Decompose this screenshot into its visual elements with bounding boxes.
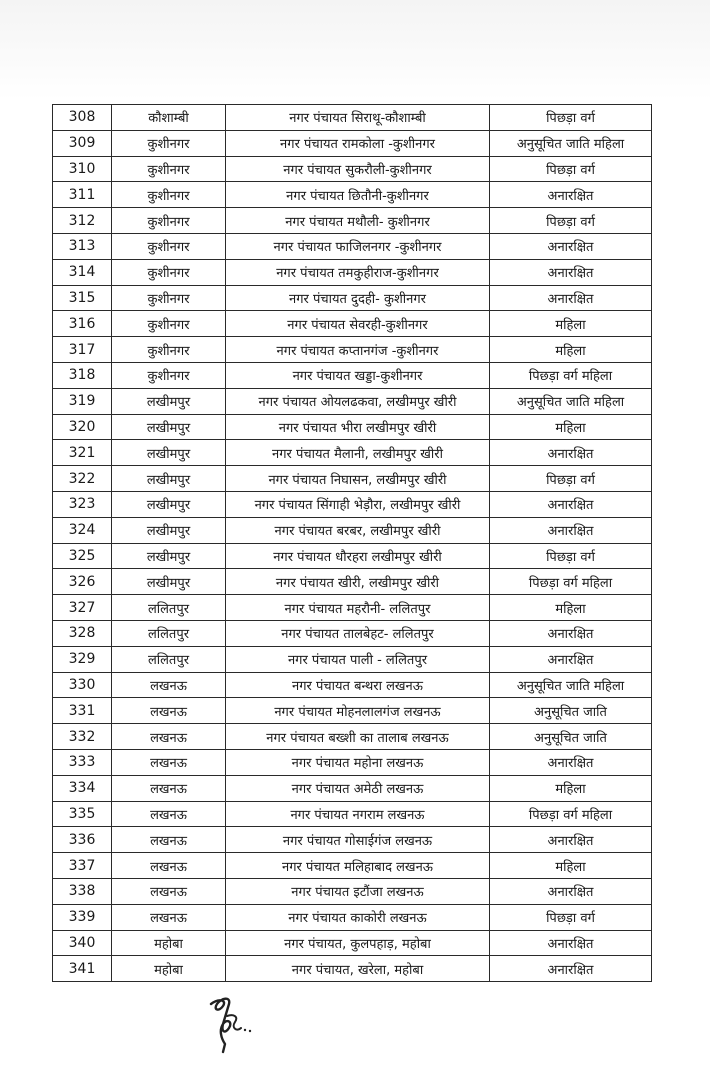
nagar-panchayat-cell: नगर पंचायत बख्शी का तालाब लखनऊ <box>226 724 490 750</box>
table-row <box>53 724 652 750</box>
nagar-panchayat-cell: नगर पंचायत सुकरौली-कुशीनगर <box>226 156 490 182</box>
table-row <box>53 646 652 672</box>
serial-number-cell: 338 <box>53 878 112 904</box>
serial-number-cell: 315 <box>53 285 112 311</box>
serial-number-cell: 331 <box>53 698 112 724</box>
nagar-panchayat-cell: नगर पंचायत बरबर, लखीमपुर खीरी <box>226 517 490 543</box>
reservation-category-cell: पिछड़ा वर्ग <box>490 105 652 131</box>
nagar-panchayat-cell: नगर पंचायत फाजिलनगर -कुशीनगर <box>226 233 490 259</box>
reservation-category-cell: पिछड़ा वर्ग <box>490 543 652 569</box>
reservation-category-cell: अनारक्षित <box>490 285 652 311</box>
reservation-category-cell: अनारक्षित <box>490 517 652 543</box>
district-cell: लखनऊ <box>112 904 226 930</box>
reservation-category-cell: अनारक्षित <box>490 182 652 208</box>
table-row <box>53 388 652 414</box>
district-cell: लखीमपुर <box>112 388 226 414</box>
table-row <box>53 259 652 285</box>
serial-number-cell: 336 <box>53 827 112 853</box>
reservation-category-cell: अनारक्षित <box>490 827 652 853</box>
nagar-panchayat-cell: नगर पंचायत ओयलढकवा, लखीमपुर खीरी <box>226 388 490 414</box>
serial-number-cell: 337 <box>53 853 112 879</box>
district-cell: कुशीनगर <box>112 156 226 182</box>
nagar-panchayat-cell: नगर पंचायत तमकुहीराज-कुशीनगर <box>226 259 490 285</box>
nagar-panchayat-cell: नगर पंचायत भीरा लखीमपुर खीरी <box>226 414 490 440</box>
nagar-panchayat-cell: नगर पंचायत मलिहाबाद लखनऊ <box>226 853 490 879</box>
district-cell: लखीमपुर <box>112 569 226 595</box>
serial-number-cell: 308 <box>53 105 112 131</box>
table-row <box>53 182 652 208</box>
district-cell: लखीमपुर <box>112 414 226 440</box>
nagar-panchayat-cell: नगर पंचायत खड्डा-कुशीनगर <box>226 362 490 388</box>
table-row <box>53 105 652 131</box>
nagar-panchayat-cell: नगर पंचायत पाली - ललितपुर <box>226 646 490 672</box>
serial-number-cell: 333 <box>53 749 112 775</box>
district-cell: लखीमपुर <box>112 517 226 543</box>
serial-number-cell: 329 <box>53 646 112 672</box>
nagar-panchayat-cell: नगर पंचायत इटौंजा लखनऊ <box>226 878 490 904</box>
table-row <box>53 517 652 543</box>
table-row <box>53 569 652 595</box>
reservation-category-cell: पिछड़ा वर्ग <box>490 466 652 492</box>
reservation-category-cell: पिछड़ा वर्ग <box>490 208 652 234</box>
serial-number-cell: 328 <box>53 620 112 646</box>
serial-number-cell: 330 <box>53 672 112 698</box>
district-cell: लखीमपुर <box>112 543 226 569</box>
serial-number-cell: 318 <box>53 362 112 388</box>
serial-number-cell: 325 <box>53 543 112 569</box>
table-row <box>53 337 652 363</box>
nagar-panchayat-cell: नगर पंचायत मोहनलालगंज लखनऊ <box>226 698 490 724</box>
district-cell: कुशीनगर <box>112 208 226 234</box>
table-body <box>53 105 652 982</box>
reservation-category-cell: अनुसूचित जाति <box>490 724 652 750</box>
nagar-panchayat-cell: नगर पंचायत नगराम लखनऊ <box>226 801 490 827</box>
district-cell: लखनऊ <box>112 749 226 775</box>
reservation-category-cell: अनुसूचित जाति महिला <box>490 672 652 698</box>
nagar-panchayat-cell: नगर पंचायत काकोरी लखनऊ <box>226 904 490 930</box>
nagar-panchayat-cell: नगर पंचायत मैलानी, लखीमपुर खीरी <box>226 440 490 466</box>
serial-number-cell: 341 <box>53 956 112 982</box>
nagar-panchayat-cell: नगर पंचायत, खरेला, महोबा <box>226 956 490 982</box>
table-row <box>53 208 652 234</box>
serial-number-cell: 327 <box>53 595 112 621</box>
table-row <box>53 878 652 904</box>
reservation-category-cell: अनारक्षित <box>490 646 652 672</box>
reservation-category-cell: अनारक्षित <box>490 259 652 285</box>
nagar-panchayat-cell: नगर पंचायत दुदही- कुशीनगर <box>226 285 490 311</box>
table-row <box>53 853 652 879</box>
nagar-panchayat-cell: नगर पंचायत छितौनी-कुशीनगर <box>226 182 490 208</box>
reservation-category-cell: पिछड़ा वर्ग महिला <box>490 801 652 827</box>
district-cell: लखनऊ <box>112 724 226 750</box>
serial-number-cell: 310 <box>53 156 112 182</box>
district-cell: कुशीनगर <box>112 259 226 285</box>
serial-number-cell: 335 <box>53 801 112 827</box>
district-cell: लखीमपुर <box>112 466 226 492</box>
reservation-category-cell: महिला <box>490 595 652 621</box>
district-cell: कुशीनगर <box>112 362 226 388</box>
serial-number-cell: 324 <box>53 517 112 543</box>
table-row <box>53 156 652 182</box>
district-cell: लखनऊ <box>112 775 226 801</box>
serial-number-cell: 334 <box>53 775 112 801</box>
reservation-category-cell: अनुसूचित जाति महिला <box>490 130 652 156</box>
table-row <box>53 930 652 956</box>
serial-number-cell: 313 <box>53 233 112 259</box>
reservation-category-cell: अनारक्षित <box>490 749 652 775</box>
table-row <box>53 440 652 466</box>
serial-number-cell: 340 <box>53 930 112 956</box>
table-row <box>53 775 652 801</box>
reservation-category-cell: अनुसूचित जाति <box>490 698 652 724</box>
nagar-panchayat-cell: नगर पंचायत मथौली- कुशीनगर <box>226 208 490 234</box>
serial-number-cell: 322 <box>53 466 112 492</box>
reservation-category-cell: महिला <box>490 775 652 801</box>
table-row <box>53 672 652 698</box>
nagar-panchayat-cell: नगर पंचायत महोना लखनऊ <box>226 749 490 775</box>
serial-number-cell: 314 <box>53 259 112 285</box>
district-cell: लखनऊ <box>112 801 226 827</box>
nagar-panchayat-cell: नगर पंचायत रामकोला -कुशीनगर <box>226 130 490 156</box>
nagar-panchayat-cell: नगर पंचायत सिंगाही भेड़ौरा, लखीमपुर खीरी <box>226 491 490 517</box>
table-row <box>53 491 652 517</box>
serial-number-cell: 319 <box>53 388 112 414</box>
reservation-category-cell: पिछड़ा वर्ग <box>490 156 652 182</box>
reservation-category-cell: पिछड़ा वर्ग महिला <box>490 569 652 595</box>
nagar-panchayat-cell: नगर पंचायत सेवरही-कुशीनगर <box>226 311 490 337</box>
reservation-category-cell: अनारक्षित <box>490 930 652 956</box>
reservation-category-cell: अनारक्षित <box>490 491 652 517</box>
nagar-panchayat-cell: नगर पंचायत, कुलपहाड़, महोबा <box>226 930 490 956</box>
table-row <box>53 233 652 259</box>
reservation-category-cell: पिछड़ा वर्ग महिला <box>490 362 652 388</box>
table-row <box>53 285 652 311</box>
table-row <box>53 956 652 982</box>
table-row <box>53 130 652 156</box>
handwritten-signature <box>205 994 255 1056</box>
district-cell: लखनऊ <box>112 698 226 724</box>
table-row <box>53 595 652 621</box>
district-cell: कुशीनगर <box>112 233 226 259</box>
serial-number-cell: 339 <box>53 904 112 930</box>
district-cell: ललितपुर <box>112 646 226 672</box>
district-cell: कुशीनगर <box>112 285 226 311</box>
district-cell: कौशाम्बी <box>112 105 226 131</box>
district-cell: कुशीनगर <box>112 130 226 156</box>
district-cell: लखीमपुर <box>112 440 226 466</box>
reservation-category-cell: अनारक्षित <box>490 233 652 259</box>
district-cell: लखनऊ <box>112 672 226 698</box>
reservation-category-cell: अनारक्षित <box>490 878 652 904</box>
district-cell: लखनऊ <box>112 827 226 853</box>
table-row <box>53 362 652 388</box>
serial-number-cell: 323 <box>53 491 112 517</box>
table-row <box>53 466 652 492</box>
reservation-category-cell: अनारक्षित <box>490 620 652 646</box>
table-row <box>53 801 652 827</box>
nagar-panchayat-cell: नगर पंचायत महरौनी- ललितपुर <box>226 595 490 621</box>
nagar-panchayat-cell: नगर पंचायत बन्थरा लखनऊ <box>226 672 490 698</box>
table-row <box>53 698 652 724</box>
district-cell: कुशीनगर <box>112 182 226 208</box>
district-cell: कुशीनगर <box>112 337 226 363</box>
reservation-category-cell: अनारक्षित <box>490 440 652 466</box>
nagar-panchayat-cell: नगर पंचायत धौरहरा लखीमपुर खीरी <box>226 543 490 569</box>
nagar-panchayat-cell: नगर पंचायत तालबेहट- ललितपुर <box>226 620 490 646</box>
serial-number-cell: 311 <box>53 182 112 208</box>
serial-number-cell: 332 <box>53 724 112 750</box>
serial-number-cell: 316 <box>53 311 112 337</box>
table-row <box>53 311 652 337</box>
district-cell: महोबा <box>112 956 226 982</box>
page-top-margin <box>0 0 710 100</box>
nagar-panchayat-cell: नगर पंचायत निघासन, लखीमपुर खीरी <box>226 466 490 492</box>
reservation-category-cell: महिला <box>490 853 652 879</box>
district-cell: ललितपुर <box>112 620 226 646</box>
table-row <box>53 827 652 853</box>
district-cell: ललितपुर <box>112 595 226 621</box>
table-row <box>53 749 652 775</box>
reservation-category-cell: महिला <box>490 414 652 440</box>
reservation-category-cell: महिला <box>490 337 652 363</box>
nagar-panchayat-cell: नगर पंचायत कप्तानगंज -कुशीनगर <box>226 337 490 363</box>
reservation-table <box>52 104 652 982</box>
reservation-category-cell: महिला <box>490 311 652 337</box>
nagar-panchayat-cell: नगर पंचायत गोसाईगंज लखनऊ <box>226 827 490 853</box>
reservation-category-cell: अनुसूचित जाति महिला <box>490 388 652 414</box>
district-cell: महोबा <box>112 930 226 956</box>
serial-number-cell: 317 <box>53 337 112 363</box>
district-cell: लखीमपुर <box>112 491 226 517</box>
reservation-category-cell: अनारक्षित <box>490 956 652 982</box>
nagar-panchayat-cell: नगर पंचायत खीरी, लखीमपुर खीरी <box>226 569 490 595</box>
table-row <box>53 414 652 440</box>
nagar-panchayat-cell: नगर पंचायत अमेठी लखनऊ <box>226 775 490 801</box>
reservation-category-cell: पिछड़ा वर्ग <box>490 904 652 930</box>
nagar-panchayat-cell: नगर पंचायत सिराथू-कौशाम्बी <box>226 105 490 131</box>
district-cell: लखनऊ <box>112 878 226 904</box>
table-row <box>53 543 652 569</box>
serial-number-cell: 309 <box>53 130 112 156</box>
district-cell: लखनऊ <box>112 853 226 879</box>
table-row <box>53 904 652 930</box>
serial-number-cell: 312 <box>53 208 112 234</box>
district-cell: कुशीनगर <box>112 311 226 337</box>
table-row <box>53 620 652 646</box>
serial-number-cell: 320 <box>53 414 112 440</box>
serial-number-cell: 326 <box>53 569 112 595</box>
serial-number-cell: 321 <box>53 440 112 466</box>
